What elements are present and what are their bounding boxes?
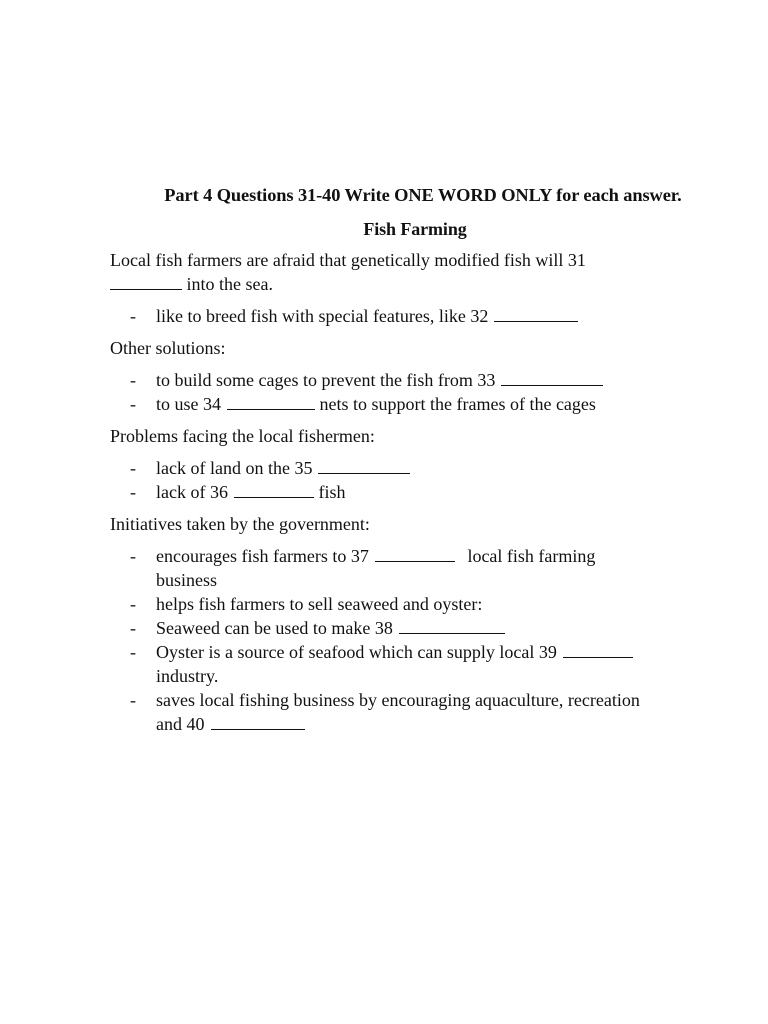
list-item-text: to build some cages to prevent the fish from 33 (156, 370, 496, 390)
answer-blank-38[interactable] (399, 617, 505, 634)
answer-blank-36[interactable] (234, 481, 314, 498)
list-item (110, 456, 720, 480)
list-item-text: encourages fish farmers to 37 (156, 546, 369, 566)
list-item-text: to use 34 (156, 394, 221, 414)
dash-bullet: - (130, 306, 136, 326)
list-item-continuation: and 40 (156, 714, 205, 734)
dash-bullet: - (130, 458, 136, 478)
answer-blank-31[interactable] (110, 273, 182, 290)
list-item-text: saves local fishing business by encouraging aquaculture, recreation (156, 690, 640, 710)
list-item-continuation: business (156, 570, 218, 590)
other-solutions-list (110, 368, 720, 416)
list-item (110, 616, 720, 640)
breeding-list (110, 304, 720, 328)
list-item-text: like to breed fish with special features, like 32 (156, 306, 489, 326)
answer-blank-34[interactable] (227, 393, 315, 410)
list-item-text: helps fish farmers to sell seaweed and oyster: (156, 594, 483, 614)
list-item (110, 304, 720, 328)
list-item-text: lack of land on the 35 (156, 458, 313, 478)
list-item (110, 688, 720, 736)
answer-blank-35[interactable] (318, 457, 410, 474)
list-item-continuation: industry. (156, 666, 219, 686)
list-item-text: Seaweed can be used to make 38 (156, 618, 393, 638)
page-title: Part 4 Questions 31-40 Write ONE WORD ONLY for each answer. (164, 185, 682, 205)
initiatives-label: Initiatives taken by the government: (110, 514, 370, 534)
answer-blank-39[interactable] (563, 641, 633, 658)
list-item-text: Oyster is a source of seafood which can supply local 39 (156, 642, 557, 662)
list-item-text-after: local fish farming (467, 546, 596, 566)
dash-bullet: - (130, 618, 136, 638)
answer-blank-37[interactable] (375, 545, 455, 562)
answer-blank-32[interactable] (494, 305, 578, 322)
initiatives-list (110, 544, 720, 736)
intro-paragraph (110, 248, 720, 296)
section-title: Fish Farming (363, 219, 467, 239)
dash-bullet: - (130, 370, 136, 390)
list-item (110, 480, 720, 504)
other-solutions-label: Other solutions: (110, 338, 226, 358)
problems-list (110, 456, 720, 504)
list-item-text-after: nets to support the frames of the cages (319, 394, 596, 414)
list-item (110, 592, 720, 616)
answer-blank-33[interactable] (501, 369, 603, 386)
problems-label: Problems facing the local fishermen: (110, 426, 375, 446)
dash-bullet: - (130, 642, 136, 662)
dash-bullet: - (130, 690, 136, 710)
list-item (110, 640, 720, 688)
list-item-text-after: fish (318, 482, 346, 502)
list-item (110, 544, 720, 592)
dash-bullet: - (130, 394, 136, 414)
intro-line-1: Local fish farmers are afraid that genetically modified fish will 31 (110, 250, 586, 270)
list-item-text: lack of 36 (156, 482, 228, 502)
intro-line-2: into the sea. (186, 274, 273, 294)
dash-bullet: - (130, 594, 136, 614)
dash-bullet: - (130, 482, 136, 502)
dash-bullet: - (130, 546, 136, 566)
worksheet (110, 182, 720, 736)
list-item (110, 368, 720, 392)
list-item (110, 392, 720, 416)
answer-blank-40[interactable] (211, 713, 305, 730)
